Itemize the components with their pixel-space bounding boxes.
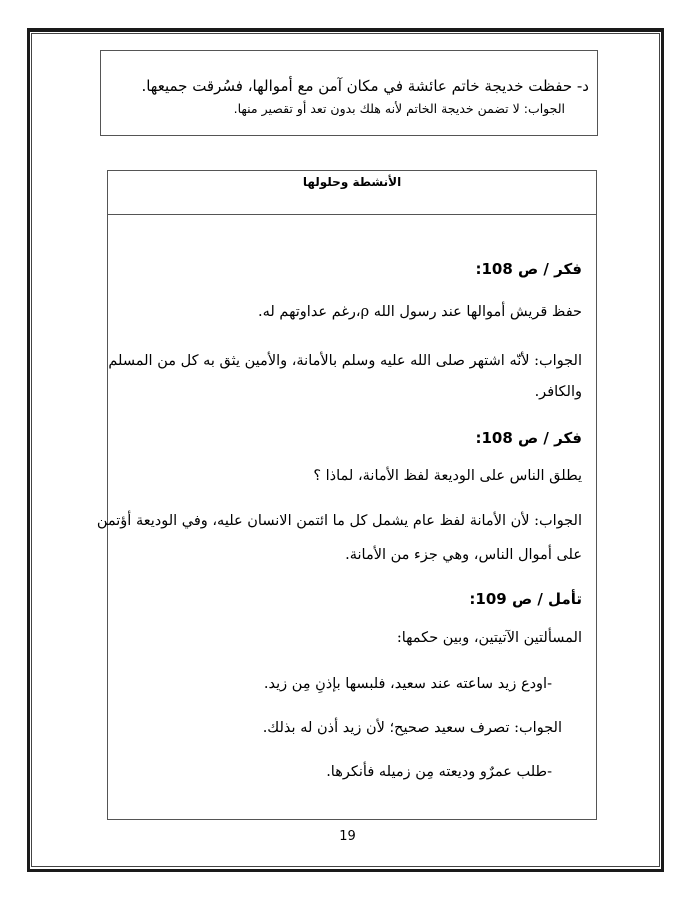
answer-zayd-watch: الجواب: تصرف سعيد صحيح؛ لأن زيد أذن له بذلك. bbox=[262, 720, 562, 736]
answer-quraysh-line1: الجواب: لأنّه اشتهر صلى الله عليه وسلم بالأمانة، والأمين يثق به كل من المسلم bbox=[108, 353, 582, 369]
activities-table bbox=[96, 170, 597, 820]
question-d-box bbox=[100, 50, 598, 136]
heading-think-108-first: فكر / ص 108: bbox=[475, 260, 582, 278]
answer-deposit-line1: الجواب: لأن الأمانة لفظ عام يشمل كل ما ائتمن الانسان عليه، وفي الوديعة أؤتمن bbox=[96, 513, 582, 529]
question-quraysh: حفظ قريش أموالها عند رسول الله ρ،رغم عداوتهم له. bbox=[258, 304, 582, 320]
page-number: 19 bbox=[339, 829, 356, 844]
question-deposit-name: يطلق الناس على الوديعة لفظ الأمانة، لماذا ؟ bbox=[313, 468, 582, 484]
answer-deposit-line2: على أموال الناس، وهي جزء من الأمانة. bbox=[345, 547, 582, 563]
question-d-answer: الجواب: لا تضمن خديجة الخاتم لأنه هلك بدون تعد أو تقصير منها. bbox=[233, 101, 565, 116]
answer-quraysh-line2: والكافر. bbox=[534, 384, 582, 400]
heading-reflect-109: تأمل / ص 109: bbox=[469, 590, 582, 608]
activities-title: الأنشطة وحلولها bbox=[302, 175, 402, 189]
question-d-text: د- حفظت خديجة خاتم عائشة في مكان آمن مع أموالها، فسُرقت جميعها. bbox=[141, 77, 589, 95]
case-amr-deposit: -طلب عمرٌو وديعته مِن زميله فأنكرها. bbox=[326, 764, 552, 780]
case-zayd-watch: -اودع زيد ساعته عند سعيد، فلبسها بإذنِ مِن زيد. bbox=[263, 676, 552, 692]
heading-think-108-second: فكر / ص 108: bbox=[475, 429, 582, 447]
activities-header-cell bbox=[108, 171, 596, 215]
question-two-cases: المسألتين الآتيتين، وبين حكمها: bbox=[396, 630, 582, 646]
